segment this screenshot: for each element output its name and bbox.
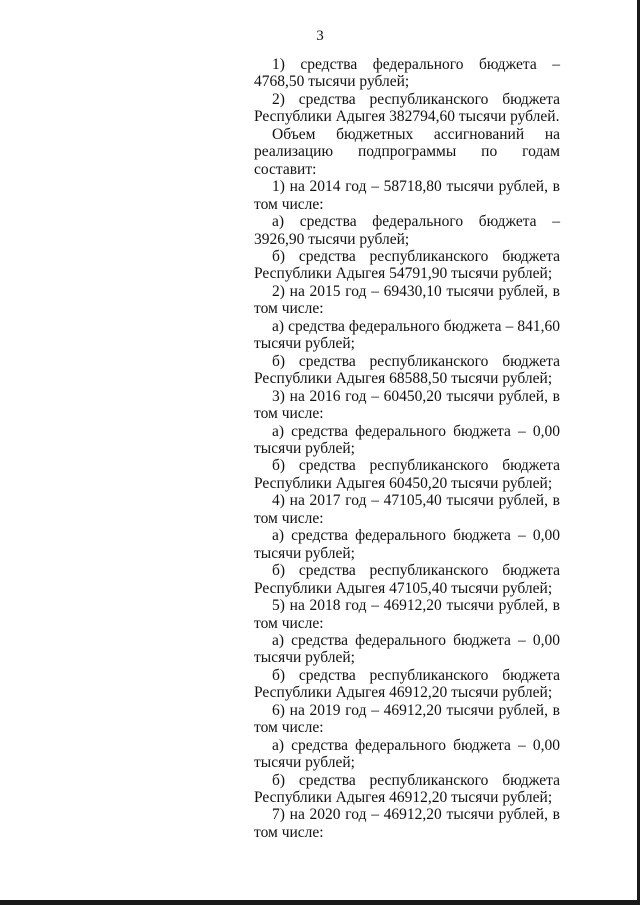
paragraph: 1) средства федерального бюджета – 4768,50 тысячи рублей; (254, 56, 560, 91)
paragraph: б) средства республиканского бюджета Республики Адыгея 46912,20 тысячи рублей; (254, 666, 560, 702)
paragraph: 3) на 2016 год – 60450,20 тысячи рублей, в том числе: (254, 387, 560, 423)
paragraph: 6) на 2019 год – 46912,20 тысячи рублей, в том числе: (254, 701, 560, 737)
paragraph: а) средства федерального бюджета – 0,00 тысячи рублей; (254, 631, 560, 667)
body-text (254, 56, 560, 841)
paragraph: 2) на 2015 год – 69430,10 тысячи рублей, в том числе: (254, 282, 560, 318)
paragraph: а) средства федерального бюджета – 3926,90 тысячи рублей; (254, 213, 560, 248)
paragraph: б) средства республиканского бюджета Республики Адыгея 54791,90 тысячи рублей; (254, 247, 560, 283)
paragraph: 2) средства республиканского бюджета Республики Адыгея 382794,60 тысячи рублей. (254, 90, 560, 126)
paragraph: 7) на 2020 год – 46912,20 тысячи рублей, в том числе: (254, 806, 560, 841)
paragraph: Объем бюджетных ассигнований на реализацию подпрограммы по годам составит: (254, 125, 560, 178)
paragraph: 4) на 2017 год – 47105,40 тысячи рублей, в том числе: (254, 492, 560, 527)
page-number: 3 (316, 28, 324, 44)
paragraph: б) средства республиканского бюджета Республики Адыгея 46912,20 тысячи рублей; (254, 771, 560, 807)
paragraph: а) средства федерального бюджета – 0,00 тысячи рублей; (254, 736, 560, 772)
paragraph: а) средства федерального бюджета – 0,00 тысячи рублей; (254, 527, 560, 562)
paragraph: а) средства федерального бюджета – 0,00 тысячи рублей; (254, 422, 560, 457)
paragraph: б) средства республиканского бюджета Республики Адыгея 68588,50 тысячи рублей; (254, 352, 560, 388)
paragraph: 1) на 2014 год – 58718,80 тысячи рублей, в том числе: (254, 178, 560, 213)
paragraph: б) средства республиканского бюджета Республики Адыгея 60450,20 тысячи рублей; (254, 457, 560, 492)
paragraph: а) средства федерального бюджета – 841,60 тысячи рублей; (254, 317, 560, 353)
paragraph: б) средства республиканского бюджета Республики Адыгея 47105,40 тысячи рублей; (254, 562, 560, 597)
scan-edge-bottom (0, 900, 640, 905)
paragraph: 5) на 2018 год – 46912,20 тысячи рублей, в том числе: (254, 597, 560, 632)
